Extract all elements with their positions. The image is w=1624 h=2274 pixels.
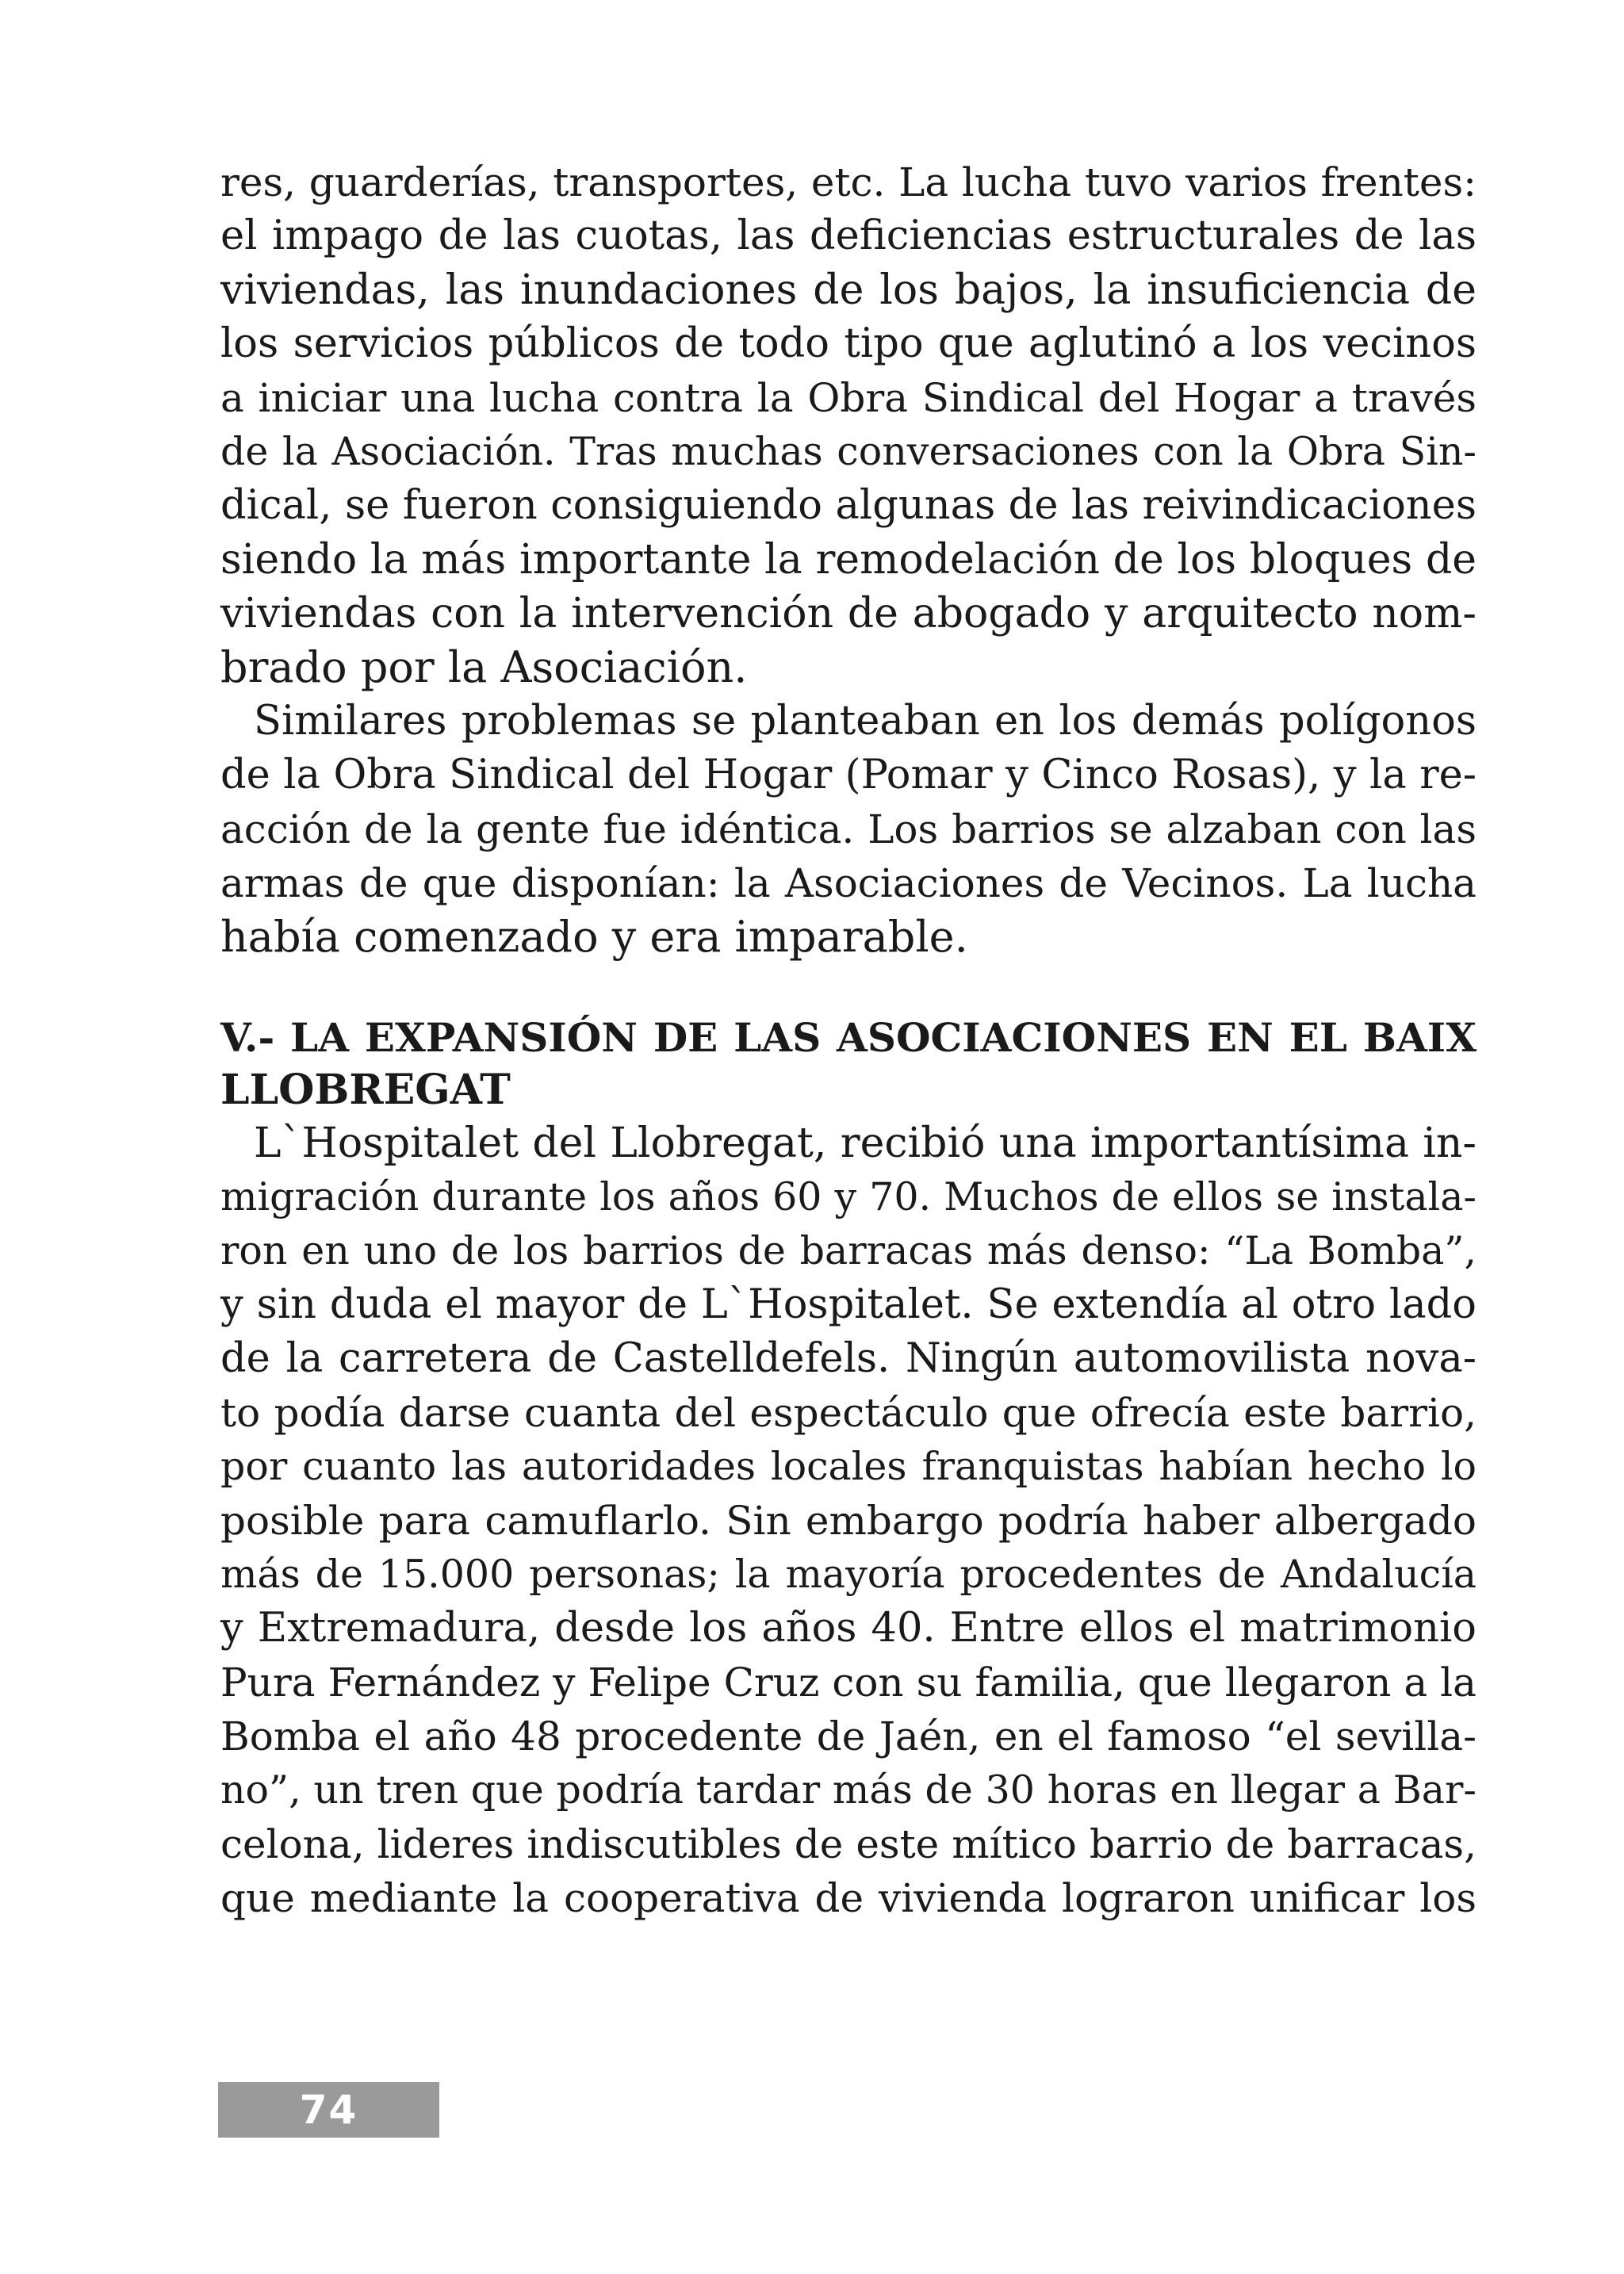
text-line: siendo la más importante la remodelación de los bloques de [220,536,1477,584]
page-number: 74 [299,2087,358,2133]
text-line: que mediante la cooperativa de vivienda lograron unificar los [220,1875,1477,1921]
text-line: de la carretera de Castelldefels. Ningún automovilista nova- [220,1335,1477,1382]
text-line: posible para camuflarlo. Sin embargo podría haber albergado [220,1498,1477,1544]
text-line: celona, lideres indiscutibles de este mítico barrio de barracas, [220,1821,1477,1867]
text-line: los servicios públicos de todo tipo que aglutinó a los vecinos [220,320,1477,367]
heading-line: V.- LA EXPANSIÓN DE LAS ASOCIACIONES EN EL BAIX [220,1014,1477,1061]
text-line: brado por la Asociación. [220,642,748,692]
text-line: por cuanto las autoridades locales franquistas habían hecho lo [220,1444,1477,1489]
text-line: el impago de las cuotas, las deficiencias estructurales de las [220,212,1477,259]
text-line: viviendas con la intervención de abogado y arquitecto nom- [220,590,1477,637]
text-line: y sin duda el mayor de L`Hospitalet. Se extendía al otro lado [220,1281,1477,1328]
paragraph-1 [220,155,1477,695]
text-line: migración durante los años 60 y 70. Muchos de ellos se instala- [220,1174,1477,1219]
text-line: Similares problemas se planteaban en los demás polígonos [254,698,1477,745]
paragraph-3 [220,1116,1477,1925]
text-line: acción de la gente fue idéntica. Los barrios se alzaban con las [220,806,1477,852]
text-line: viviendas, las inundaciones de los bajos, la insuficiencia de [220,266,1477,314]
text-line: ron en uno de los barrios de barracas más denso: “La Bomba”, [220,1228,1477,1273]
page-body [220,155,1477,1925]
text-line: más de 15.000 personas; la mayoría procedentes de Andalucía [220,1552,1477,1597]
paragraph-2 [220,695,1477,964]
text-line: de la Asociación. Tras muchas conversaciones con la Obra Sin- [220,429,1477,474]
text-line: L`Hospitalet del Llobregat, recibió una importantísima in- [254,1120,1477,1167]
text-line: de la Obra Sindical del Hogar (Pomar y Cinco Rosas), y la re- [220,752,1477,798]
text-line: y Extremadura, desde los años 40. Entre ellos el matrimonio [220,1605,1477,1652]
page-number-badge [218,2082,439,2138]
section-heading [220,1012,1477,1116]
section-spacer [220,964,1477,1012]
text-line: Bomba el año 48 procedente de Jaén, en el famoso “el sevilla- [220,1713,1477,1759]
text-line: res, guarderías, transportes, etc. La lucha tuvo varios frentes: [220,159,1477,205]
text-line: no”, un tren que podría tardar más de 30 horas en llegar a Bar- [220,1767,1477,1813]
text-line: to podía darse cuanta del espectáculo que ofrecía este barrio, [220,1390,1477,1436]
text-line: armas de que disponían: la Asociaciones de Vecinos. La lucha [220,860,1477,906]
heading-line: LLOBREGAT [220,1066,511,1114]
text-line: había comenzado y era imparable. [220,912,968,962]
text-line: Pura Fernández y Felipe Cruz con su familia, que llegaron a la [220,1660,1477,1706]
text-line: a iniciar una lucha contra la Obra Sindical del Hogar a través [220,375,1477,421]
text-line: dical, se fueron consiguiendo algunas de las reivindicaciones [220,482,1477,529]
